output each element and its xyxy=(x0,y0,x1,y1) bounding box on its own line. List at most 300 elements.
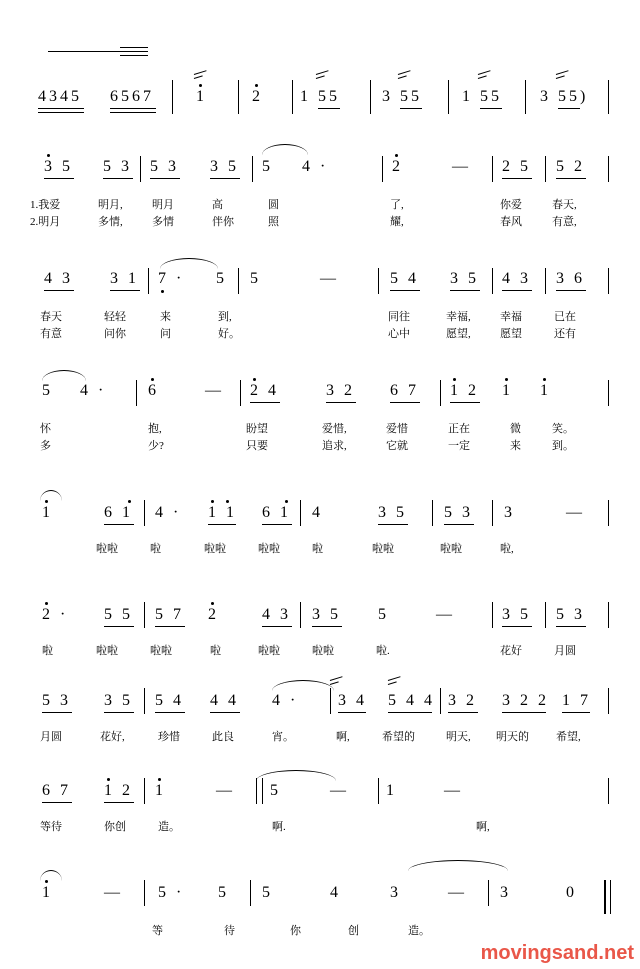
lyric: 春风 xyxy=(500,216,522,228)
beam xyxy=(150,178,180,179)
lyric: 你 xyxy=(290,925,301,937)
lyric: 只要 xyxy=(246,440,268,452)
slur xyxy=(42,370,86,381)
beam xyxy=(210,178,240,179)
slur xyxy=(272,680,334,691)
lyric: 啦啦 xyxy=(204,543,226,555)
note-group: — xyxy=(330,782,349,799)
octave-dot xyxy=(47,154,50,157)
note-group: 5 2 xyxy=(556,158,585,175)
barline xyxy=(238,268,239,294)
lyric: 抱, xyxy=(148,423,162,435)
top-fragment-line-1 xyxy=(48,51,148,52)
beam xyxy=(104,626,134,627)
note-group: 4 · xyxy=(155,504,182,521)
beam xyxy=(110,290,140,291)
lyric: 还有 xyxy=(554,328,576,340)
slur xyxy=(160,258,218,269)
system-6-lyrics xyxy=(0,642,640,659)
lyric: 月圆 xyxy=(40,731,62,743)
lyric: 怀 xyxy=(40,423,51,435)
system-1-notes xyxy=(0,78,640,124)
lyric: 微 xyxy=(510,423,521,435)
beam xyxy=(480,108,502,109)
beam xyxy=(502,178,532,179)
barline xyxy=(144,602,145,628)
lyric: 此良 xyxy=(212,731,234,743)
note-group: 3 4 xyxy=(338,692,367,709)
octave-dot xyxy=(45,602,48,605)
system-3-lyrics-verse-1 xyxy=(0,308,640,325)
lyric: 宵。 xyxy=(272,731,294,743)
barline xyxy=(144,688,145,714)
lyric: 幸福, xyxy=(446,311,471,323)
octave-dot xyxy=(543,378,546,381)
lyric: 待 xyxy=(224,925,235,937)
note-group: 5 4 xyxy=(390,270,419,287)
beam xyxy=(110,108,156,109)
slur xyxy=(40,490,62,501)
lyric: 已在 xyxy=(554,311,576,323)
lyric: 啊, xyxy=(336,731,350,743)
system-7-lyrics xyxy=(0,728,640,745)
lyric: 造。 xyxy=(408,925,430,937)
lyric: 明月, xyxy=(98,199,123,211)
beam xyxy=(104,712,134,713)
barline xyxy=(378,778,379,804)
barline xyxy=(144,880,145,906)
note-group: 5 5 xyxy=(104,606,133,623)
note-group: 2 · xyxy=(42,606,69,623)
beam xyxy=(556,178,586,179)
note-group: 5 xyxy=(262,884,273,901)
octave-dot xyxy=(505,378,508,381)
beam xyxy=(262,524,292,525)
system-5 xyxy=(0,490,640,553)
note-group: — xyxy=(205,382,224,399)
lyric: 你爱 xyxy=(500,199,522,211)
octave-dot xyxy=(199,84,202,87)
barline xyxy=(545,156,546,182)
note-group: 4 · xyxy=(80,382,107,399)
barline xyxy=(240,380,241,406)
note-group: 2 4 xyxy=(250,382,279,399)
octave-dot xyxy=(226,500,229,503)
lyric: 问 xyxy=(160,328,171,340)
barline xyxy=(330,688,331,714)
note-group: 5 xyxy=(262,158,273,175)
beam xyxy=(38,112,84,113)
note-group: 7 · xyxy=(158,270,185,287)
beam xyxy=(326,402,356,403)
barline xyxy=(432,500,433,526)
note-group: 5 xyxy=(218,884,229,901)
barline xyxy=(252,156,253,182)
barline xyxy=(256,778,257,804)
octave-dot xyxy=(211,500,214,503)
lyric: 啦啦 xyxy=(258,543,280,555)
lyric: 愿望, xyxy=(446,328,471,340)
beam xyxy=(450,402,480,403)
lyric: 你创 xyxy=(104,821,126,833)
slur xyxy=(40,870,62,881)
barline xyxy=(492,500,493,526)
note-group: 5 3 xyxy=(556,606,585,623)
barline xyxy=(492,602,493,628)
lyric: 来 xyxy=(160,311,171,323)
beam xyxy=(110,112,156,113)
note-group: — xyxy=(104,884,123,901)
note-group: 6 xyxy=(148,382,159,399)
beam xyxy=(562,712,590,713)
lyric: 啦啦 xyxy=(96,543,118,555)
note-group: — xyxy=(452,158,471,175)
lyric: 月圆 xyxy=(554,645,576,657)
note-group: 1 xyxy=(386,782,397,799)
beam xyxy=(556,290,586,291)
note-group: 5 xyxy=(378,606,389,623)
note-group: 2 5 xyxy=(502,158,531,175)
slur xyxy=(408,860,508,871)
note-group: 6567 xyxy=(110,88,154,105)
note-group: 4 3 xyxy=(262,606,291,623)
accent-mark xyxy=(478,74,491,81)
system-1 xyxy=(0,78,640,124)
lyric: 等待 xyxy=(40,821,62,833)
lyric: 啦啦 xyxy=(96,645,118,657)
lyric: 春天, xyxy=(552,199,577,211)
beam xyxy=(502,712,546,713)
note-group: 6 1 xyxy=(262,504,291,521)
beam xyxy=(318,108,340,109)
octave-dot xyxy=(453,378,456,381)
barline xyxy=(525,80,526,114)
barline xyxy=(492,268,493,294)
octave-dot xyxy=(107,778,110,781)
lyric: 伴你 xyxy=(212,216,234,228)
lyric: 明天, xyxy=(446,731,471,743)
barline xyxy=(370,80,371,114)
beam xyxy=(42,802,72,803)
lyric: 造。 xyxy=(158,821,180,833)
accent-mark xyxy=(388,680,401,687)
lyric: 有意, xyxy=(552,216,577,228)
beam xyxy=(262,626,292,627)
beam xyxy=(38,108,84,109)
barline xyxy=(545,268,546,294)
note-group: 6 1 xyxy=(104,504,133,521)
note-group: 3 1 xyxy=(110,270,139,287)
accent-mark xyxy=(316,74,329,81)
system-8-notes xyxy=(0,768,640,814)
beam xyxy=(444,524,474,525)
barline xyxy=(608,380,609,406)
note-group: 3 5 xyxy=(210,158,239,175)
system-4-lyrics-verse-1 xyxy=(0,420,640,437)
lyric: 明天的 xyxy=(496,731,529,743)
note-group: 3 55) xyxy=(540,88,589,105)
note-group: — xyxy=(436,606,455,623)
note-group: 3 xyxy=(390,884,401,901)
barline xyxy=(488,880,489,906)
note-group: 5 4 xyxy=(155,692,184,709)
site-watermark: movingsand.net xyxy=(480,942,634,964)
beam xyxy=(378,524,408,525)
system-5-lyrics xyxy=(0,540,640,557)
barline xyxy=(140,156,141,182)
lyric: 到, xyxy=(218,311,232,323)
accent-mark xyxy=(556,74,569,81)
note-group: 5 3 xyxy=(42,692,71,709)
barline xyxy=(262,778,263,804)
system-9 xyxy=(0,862,640,937)
lyric: 啦, xyxy=(500,543,514,555)
note-group: 1 7 xyxy=(562,692,591,709)
beam xyxy=(400,108,422,109)
note-group: 3 xyxy=(504,504,515,521)
beam xyxy=(42,712,72,713)
octave-dot xyxy=(128,500,131,503)
lyric: 愿望 xyxy=(500,328,522,340)
barline xyxy=(492,156,493,182)
lyric: 了, xyxy=(390,199,404,211)
barline xyxy=(378,268,379,294)
slur xyxy=(256,770,336,781)
beam xyxy=(155,626,185,627)
beam xyxy=(502,626,532,627)
note-group: 4 3 xyxy=(44,270,73,287)
lyric: 问你 xyxy=(104,328,126,340)
system-9-lyrics xyxy=(0,922,640,939)
lyric: 同往 xyxy=(388,311,410,323)
beam xyxy=(502,290,532,291)
lyric: 少? xyxy=(148,440,164,452)
lyric: 啦啦 xyxy=(312,645,334,657)
octave-dot xyxy=(255,84,258,87)
system-4-notes xyxy=(0,374,640,420)
octave-dot xyxy=(158,778,161,781)
barline xyxy=(144,500,145,526)
lyric: 创 xyxy=(348,925,359,937)
note-group: 6 7 xyxy=(42,782,71,799)
lyric: 希望的 xyxy=(382,731,415,743)
note-group: 1 1 xyxy=(208,504,237,521)
beam xyxy=(390,290,420,291)
lyric: 它就 xyxy=(386,440,408,452)
octave-dot xyxy=(151,378,154,381)
lyric: 啦 xyxy=(210,645,221,657)
beam xyxy=(208,524,236,525)
note-group: 1 2 xyxy=(450,382,479,399)
lyric: 照 xyxy=(268,216,279,228)
beam xyxy=(44,178,74,179)
barline xyxy=(148,268,149,294)
note-group: — xyxy=(320,270,339,287)
system-3-notes xyxy=(0,262,640,308)
lyric: 啦 xyxy=(150,543,161,555)
note-group: 3 5 xyxy=(44,158,73,175)
barline xyxy=(608,268,609,294)
beam xyxy=(338,712,366,713)
lyric: 多情, xyxy=(98,216,123,228)
lyric: 等 xyxy=(152,925,163,937)
lyric: 啦. xyxy=(376,645,390,657)
lyric: 笑。 xyxy=(552,423,574,435)
note-group: 1 xyxy=(502,382,513,399)
lyric: 好。 xyxy=(218,328,240,340)
note-group: 3 5 xyxy=(378,504,407,521)
lyric: 幸福 xyxy=(500,311,522,323)
system-4-lyrics-verse-2 xyxy=(0,437,640,454)
note-group: 1 xyxy=(540,382,551,399)
note-group: 2 xyxy=(392,158,403,175)
barline xyxy=(440,380,441,406)
note-group: — xyxy=(444,782,463,799)
note-group: 5 xyxy=(250,270,261,287)
barline xyxy=(608,156,609,182)
barline xyxy=(440,688,441,714)
slur xyxy=(262,144,308,155)
note-group: 3 2 xyxy=(448,692,477,709)
lyric: 正在 xyxy=(448,423,470,435)
lyric: 希望, xyxy=(556,731,581,743)
note-group: 5 3 xyxy=(103,158,132,175)
lyric: 啦啦 xyxy=(372,543,394,555)
beam xyxy=(104,802,134,803)
accent-mark xyxy=(398,74,411,81)
lyric: 啦啦 xyxy=(150,645,172,657)
lyric: 高 xyxy=(212,199,223,211)
note-group: 1 xyxy=(42,884,53,901)
octave-dot xyxy=(285,500,288,503)
lyric: 爱惜 xyxy=(386,423,408,435)
beam xyxy=(558,108,580,109)
barline xyxy=(545,602,546,628)
note-group: 3 5 xyxy=(502,606,531,623)
note-group: 2 xyxy=(208,606,219,623)
note-group: 4 xyxy=(330,884,341,901)
note-group: — xyxy=(566,504,585,521)
note-group: 2 xyxy=(252,88,263,105)
lyric: 花好 xyxy=(500,645,522,657)
lyric: 啦啦 xyxy=(258,645,280,657)
system-2-lyrics-verse-1 xyxy=(0,196,640,213)
note-group: 4 3 xyxy=(502,270,531,287)
note-group: 5 3 xyxy=(444,504,473,521)
lyric: 啦 xyxy=(42,645,53,657)
lyric: 心中 xyxy=(388,328,410,340)
note-group: 5 · xyxy=(158,884,185,901)
beam xyxy=(390,402,420,403)
barline xyxy=(608,778,609,804)
top-fragment-line-2 xyxy=(120,47,148,48)
note-group: 1 55 xyxy=(462,88,502,105)
barline xyxy=(448,80,449,114)
lyric: 爱惜, xyxy=(322,423,347,435)
note-group: 1 xyxy=(42,504,53,521)
beam xyxy=(103,178,133,179)
final-barline xyxy=(610,880,611,914)
note-group: 3 55 xyxy=(382,88,422,105)
top-fragment-line-3 xyxy=(120,55,148,56)
system-3-lyrics-verse-2 xyxy=(0,325,640,342)
note-group: 4 · xyxy=(302,158,329,175)
lyric: 啊. xyxy=(272,821,286,833)
lyric: 啦 xyxy=(312,543,323,555)
beam xyxy=(210,712,240,713)
note-group: 1 xyxy=(196,88,207,105)
beam xyxy=(556,626,586,627)
note-group: 5 7 xyxy=(155,606,184,623)
barline xyxy=(300,500,301,526)
lyric: 多情 xyxy=(152,216,174,228)
system-2 xyxy=(0,150,640,230)
note-group: 5 3 xyxy=(150,158,179,175)
barline xyxy=(382,156,383,182)
note-group: 1 2 xyxy=(104,782,133,799)
barline xyxy=(172,80,173,114)
note-group: 3 6 xyxy=(556,270,585,287)
barline xyxy=(144,778,145,804)
lyric: 轻轻 xyxy=(104,311,126,323)
beam xyxy=(448,712,478,713)
accent-mark xyxy=(330,680,343,687)
octave-dot-below xyxy=(161,290,164,293)
lyric: 花好, xyxy=(100,731,125,743)
system-8 xyxy=(0,768,640,831)
barline xyxy=(292,80,293,114)
lyric: 珍惜 xyxy=(158,731,180,743)
beam xyxy=(450,290,480,291)
note-group: — xyxy=(448,884,467,901)
lyric: 圆 xyxy=(268,199,279,211)
accent-mark xyxy=(194,74,207,81)
note-group: 4345 xyxy=(38,88,82,105)
system-7 xyxy=(0,678,640,741)
lyric: 来 xyxy=(510,440,521,452)
lyric: 盼望 xyxy=(246,423,268,435)
barline xyxy=(608,80,609,114)
system-8-lyrics xyxy=(0,818,640,835)
octave-dot xyxy=(253,378,256,381)
octave-dot xyxy=(395,154,398,157)
note-group: 3 2 2 xyxy=(502,692,549,709)
barline xyxy=(608,500,609,526)
beam xyxy=(104,524,134,525)
system-6 xyxy=(0,592,640,655)
system-9-notes xyxy=(0,862,640,908)
note-group: 1 55 xyxy=(300,88,340,105)
barline xyxy=(608,688,609,714)
system-6-notes xyxy=(0,592,640,638)
note-group: 5 xyxy=(216,270,227,287)
system-3 xyxy=(0,262,640,342)
lyric: 耀, xyxy=(390,216,404,228)
lyric: 追求, xyxy=(322,440,347,452)
barline xyxy=(300,602,301,628)
lyric: 啊, xyxy=(476,821,490,833)
note-group: 0 xyxy=(566,884,577,901)
beam xyxy=(312,626,342,627)
beam xyxy=(388,712,432,713)
final-barline xyxy=(604,880,606,914)
lyric: 有意 xyxy=(40,328,62,340)
lyric: 多 xyxy=(40,440,51,452)
note-group: 3 5 xyxy=(104,692,133,709)
barline xyxy=(250,880,251,906)
note-group: 6 7 xyxy=(390,382,419,399)
lyric: 春天 xyxy=(40,311,62,323)
